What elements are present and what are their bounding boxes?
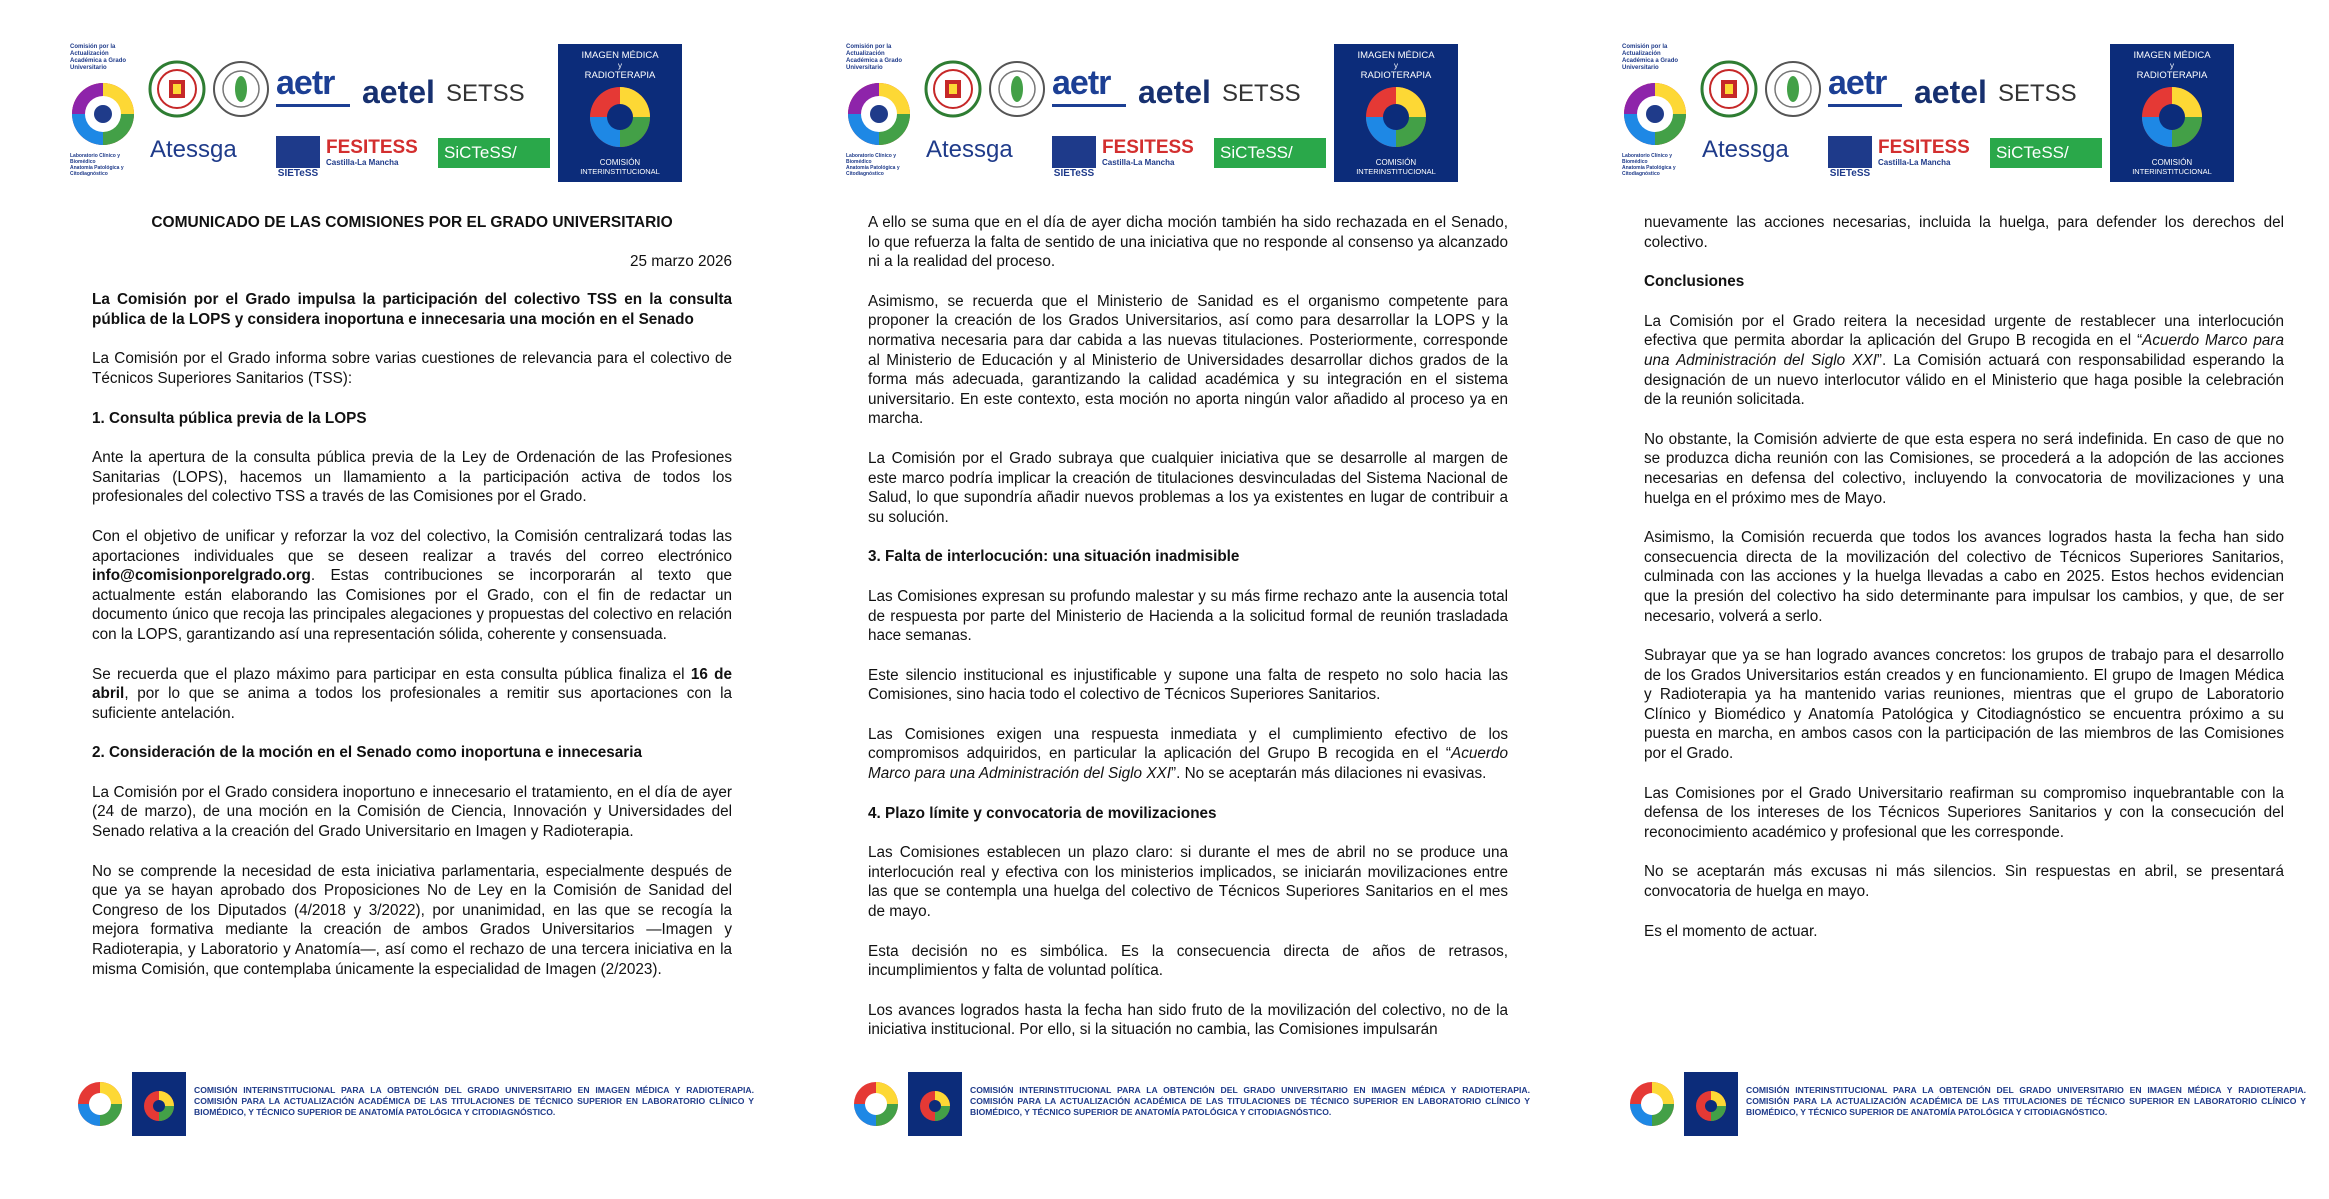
wheel-icon <box>1334 81 1458 153</box>
agreement-title: Acuerdo Marco para una Administración del Siglo XXI <box>868 745 1508 783</box>
sictess-wordmark: SiCTeSS/ <box>444 143 517 162</box>
logo-caption: y <box>2170 61 2174 70</box>
logo-caption: COMISIÓN <box>2151 158 2193 167</box>
footer-rainbow-logo-icon <box>74 1072 126 1136</box>
fesitess-subtitle: Castilla-La Mancha <box>1878 158 1951 167</box>
footer-imagen-logo <box>908 1072 962 1136</box>
footer-wheel-icon <box>908 1072 962 1136</box>
paragraph: A ello se suma que en el día de ayer dicha moción también ha sido rechazada en el Senado, lo que refuerza la falta de sentido de una iniciativa que no responde al consenso ya alcanzado ni a la realidad del proceso. <box>868 214 1508 271</box>
logo-caption: Académica a Grado Universitario <box>1622 58 1679 71</box>
logo-caption: Laboratorio Clínico y Biomédico <box>846 153 897 165</box>
aetel-logo: aetel <box>1138 74 1211 110</box>
page-3 <box>1552 0 2328 1199</box>
setss-logo: SETSS <box>446 80 525 107</box>
logo-caption: Comisión por la Actualización <box>1622 44 1668 57</box>
setss-logo: SETSS <box>1998 80 2077 107</box>
fesitess-logo <box>1102 138 1212 167</box>
logo-caption: RADIOTERAPIA <box>584 70 656 81</box>
email-link[interactable]: info@comisionporelgrado.org <box>92 567 311 585</box>
section-heading: Conclusiones <box>1644 273 1745 291</box>
logo-caption: IMAGEN MÉDICA <box>581 50 659 61</box>
aetr-wordmark: aetr <box>276 64 335 102</box>
page-2-body <box>868 213 1508 1060</box>
sietess-logo <box>1052 136 1096 186</box>
footer <box>850 1070 1530 1140</box>
text-span: ”. No se aceptarán más dilaciones ni evasivas. <box>1170 765 1487 783</box>
deadline-date: 16 de abril <box>92 665 732 703</box>
sietess-logo <box>276 136 320 186</box>
paragraph: Subrayar que ya se han logrado avances concretos: los grupos de trabajo para el desarrollo de los Grados Universitarios están creados y en funcionamiento. El grupo de Imagen Médica y Radioterapia ya ha mantenido varias reuniones, mientras que el grupo de Laboratorio Clínico y Biomédico y Anatomía Patológica y Citodiagnóstico se encuentra próximo a su puesta en marcha, en ambos casos con la participación de las miembros de las Comisiones por el Grado. <box>1644 647 2284 763</box>
paragraph <box>868 725 1508 784</box>
fesitess-logo <box>1878 138 1988 167</box>
logo-caption: Comisión por la Actualización <box>846 44 892 57</box>
university-seal-icon <box>148 58 206 120</box>
paragraph: Este silencio institucional es injustificable y supone una falta de respeto no solo hacia las Comisiones, sino hacia todo el colectivo de Técnicos Superiores Sanitarios. <box>868 666 1508 704</box>
setss-logo: SETSS <box>1222 80 1301 107</box>
wheel-icon <box>558 81 682 153</box>
aetr-logo <box>276 66 352 107</box>
logo-caption: COMISIÓN <box>599 158 641 167</box>
text-span: , por lo que se anima a todos los profesionales a remitir sus aportaciones con la suficiente antelación. <box>92 685 732 722</box>
imagen-medica-radioterapia-logo <box>558 44 682 182</box>
section-heading: 3. Falta de interlocución: una situación inadmisible <box>868 548 1240 566</box>
document-date: 25 marzo 2026 <box>629 252 732 270</box>
page-1-body <box>92 213 732 999</box>
logo-caption: Académica a Grado Universitario <box>846 58 903 71</box>
logo-caption: RADIOTERAPIA <box>1360 70 1432 81</box>
logo-caption: y <box>618 61 622 70</box>
document-title: COMUNICADO DE LAS COMISIONES POR EL GRADO UNIVERSITARIO <box>151 214 673 231</box>
logo-caption: INTERINSTITUCIONAL <box>1356 167 1436 176</box>
atessga-logo: Atessga <box>926 136 1013 163</box>
aetel-logo: aetel <box>1914 74 1987 110</box>
logo-caption: RADIOTERAPIA <box>2136 70 2208 81</box>
aetr-logo <box>1828 66 1904 107</box>
paragraph: Es el momento de actuar. <box>1644 922 1818 940</box>
paragraph <box>92 665 732 724</box>
paragraph: La Comisión por el Grado subraya que cualquier iniciativa que se desarrolle al margen de este marco podría implicar la creación de titulaciones desvinculadas del Sistema Nacional de Salud, lo que supondría añadir nuevos problemas a los ya existentes en lugar de contribuir a su solución. <box>868 449 1508 526</box>
page-3-body <box>1644 213 2284 961</box>
comision-actualizacion-logo <box>846 44 912 177</box>
paragraph: Esta decisión no es simbólica. Es la consecuencia directa de años de retrasos, incumplimientos y falta de voluntad política. <box>868 942 1508 980</box>
aetr-wordmark: aetr <box>1828 64 1887 102</box>
paragraph: Las Comisiones establecen un plazo claro: si durante el mes de abril no se produce una interlocución real y efectiva con los ministerios implicados, se iniciarán movilizaciones entre las que se contempla una huelga del colectivo de Técnicos Superiores Sanitarios en el mes de mayo. <box>868 844 1508 921</box>
lead-paragraph: La Comisión por el Grado impulsa la participación del colectivo TSS en la consulta pública de la LOPS y considera inoportuna e innecesaria una moción en el Senado <box>92 291 732 328</box>
logo-caption: Laboratorio Clínico y Biomédico <box>70 153 121 165</box>
section-heading: 1. Consulta pública previa de la LOPS <box>92 409 367 427</box>
footer-text: COMISIÓN INTERINSTITUCIONAL PARA LA OBTENCIÓN DEL GRADO UNIVERSITARIO EN IMAGEN MÉDICA Y RADIOTERAPIA. COMISIÓN PARA LA ACTUALIZACIÓN ACADÉMICA DE LAS TITULACIONES DE TÉCNICO SUPERIOR EN LABORATORIO CLÍNICO Y BIOMÉDICO, Y TÉCNICO SUPERIOR DE ANATOMÍA PATOLÓGICA Y CITODIAGNÓSTICO. <box>194 1085 754 1117</box>
logo-caption: INTERINSTITUCIONAL <box>580 167 660 176</box>
text-span: Se recuerda que el plazo máximo para participar en esta consulta pública finaliza el <box>92 665 691 683</box>
aetr-wordmark: aetr <box>1052 64 1111 102</box>
logo-caption: y <box>1394 61 1398 70</box>
atessga-logo: Atessga <box>1702 136 1789 163</box>
text-span: ”. La Comisión actuará con responsabilidad esperando la designación de un nuevo interlocutor válido en el Ministerio que haga posible la celebración de la reunión solicitada. <box>1644 351 2285 409</box>
sictess-wordmark: SiCTeSS/ <box>1996 143 2069 162</box>
section-heading: 4. Plazo límite y convocatoria de movilizaciones <box>868 804 1217 822</box>
text-span: La Comisión por el Grado reitera la necesidad urgente de restablecer una interlocución efectiva que permita abordar la aplicación del Grupo B recogida en el “ <box>1644 312 2284 350</box>
logo-caption: IMAGEN MÉDICA <box>2133 50 2211 61</box>
logo-caption: Anatomía Patológica y Citodiagnóstico <box>1622 165 1676 177</box>
logo-caption: IMAGEN MÉDICA <box>1357 50 1435 61</box>
paragraph: Los avances logrados hasta la fecha han sido fruto de la movilización del colectivo, no de la iniciativa institucional. Por ello, si la situación no cambia, las Comisiones impulsarán <box>868 1001 1508 1039</box>
sietess-wordmark: SIETeSS <box>1829 168 1871 179</box>
sietess-wordmark: SIETeSS <box>277 168 319 179</box>
paragraph: No obstante, la Comisión advierte de que esta espera no será indefinida. En caso de que no se produzca dicha reunión con las Comisiones, se procederá a la adopción de las acciones necesarias en defensa del colectivo, incluyendo la convocatoria de movilizaciones y una huelga en el próximo mes de Mayo. <box>1644 430 2284 507</box>
wheel-icon <box>2110 81 2234 153</box>
sictess-wordmark: SiCTeSS/ <box>1220 143 1293 162</box>
sietess-wordmark: SIETeSS <box>1053 168 1095 179</box>
logo-caption: Comisión por la Actualización <box>70 44 116 57</box>
footer-imagen-logo <box>132 1072 186 1136</box>
agreement-title: Acuerdo Marco para una Administración del Siglo XXI <box>1644 332 2285 369</box>
footer-imagen-logo <box>1684 1072 1738 1136</box>
fesitess-subtitle: Castilla-La Mancha <box>1102 158 1175 167</box>
logo-caption: INTERINSTITUCIONAL <box>2132 167 2212 176</box>
sictess-logo <box>1990 138 2102 168</box>
footer-rainbow-logo-icon <box>850 1072 902 1136</box>
text-span: Las Comisiones exigen una respuesta inmediata y el cumplimiento efectivo de los compromisos adquiridos, en particular la aplicación del Grupo B recogida en el “ <box>868 725 1508 763</box>
comision-actualizacion-logo <box>1622 44 1688 177</box>
footer <box>74 1070 754 1140</box>
page-2 <box>776 0 1552 1199</box>
paragraph: Las Comisiones por el Grado Universitario reafirman su compromiso inquebrantable con la defensa de los intereses de los Técnicos Superiores Sanitarios y con la consecución del reconocimiento académico y profesional que les corresponde. <box>1644 784 2284 841</box>
footer-text: COMISIÓN INTERINSTITUCIONAL PARA LA OBTENCIÓN DEL GRADO UNIVERSITARIO EN IMAGEN MÉDICA Y RADIOTERAPIA. COMISIÓN PARA LA ACTUALIZACIÓN ACADÉMICA DE LAS TITULACIONES DE TÉCNICO SUPERIOR EN LABORATORIO CLÍNICO Y BIOMÉDICO, Y TÉCNICO SUPERIOR DE ANATOMÍA PATOLÓGICA Y CITODIAGNÓSTICO. <box>1746 1085 2306 1117</box>
fesitess-wordmark: FESITESS <box>1878 137 1970 158</box>
footer-text: COMISIÓN INTERINSTITUCIONAL PARA LA OBTENCIÓN DEL GRADO UNIVERSITARIO EN IMAGEN MÉDICA Y RADIOTERAPIA. COMISIÓN PARA LA ACTUALIZACIÓN ACADÉMICA DE LAS TITULACIONES DE TÉCNICO SUPERIOR EN LABORATORIO CLÍNICO Y BIOMÉDICO, Y TÉCNICO SUPERIOR DE ANATOMÍA PATOLÓGICA Y CITODIAGNÓSTICO. <box>970 1085 1530 1117</box>
paragraph <box>92 527 732 645</box>
section-heading: 2. Consideración de la moción en el Senado como inoportuna e innecesaria <box>92 744 642 762</box>
comision-actualizacion-logo <box>70 44 136 177</box>
page-1 <box>0 0 776 1199</box>
logo-caption: Anatomía Patológica y Citodiagnóstico <box>70 165 124 177</box>
logo-caption: Académica a Grado Universitario <box>70 58 127 71</box>
logo-banner <box>70 44 746 192</box>
logo-banner <box>1622 44 2298 192</box>
logo-banner <box>846 44 1522 192</box>
paragraph: No se comprende la necesidad de esta iniciativa parlamentaria, especialmente después de que ya se hayan aprobado dos Proposiciones No de Ley en la Comisión de Sanidad del Congreso de los Diputados (4/2018 y 3/2022), por unanimidad, en las que se recogía la mejora formativa mediante la creación de ambos Grados Universitarios —Imagen y Radioterapia, y Laboratorio y Anatomía—, así como el rechazo de una tercera iniciativa en la misma Comisión, que contemplaba únicamente la especialidad de Imagen (2/2023). <box>92 862 732 978</box>
logo-caption: COMISIÓN <box>1375 158 1417 167</box>
university-seal-icon <box>924 58 982 120</box>
fesitess-logo <box>326 138 436 167</box>
sictess-logo <box>1214 138 1326 168</box>
sictess-logo <box>438 138 550 168</box>
aetel-logo: aetel <box>362 74 435 110</box>
text-span: . Estas contribuciones se incorporarán al texto que actualmente están elaborando las Comisiones por el Grado, con el fin de redactar un documento único que recoja las principales alegaciones y propuestas del colectivo en relación con la LOPS, garantizando así una representación sólida, coherente y consensuada. <box>92 567 732 643</box>
fesitess-wordmark: FESITESS <box>326 137 418 158</box>
footer-wheel-icon <box>1684 1072 1738 1136</box>
atessga-logo: Atessga <box>150 136 237 163</box>
paragraph: La Comisión por el Grado considera inoportuno e innecesario el tratamiento, en el día de ayer (24 de marzo), de una moción en la Comisión de Ciencia, Innovación y Universidades del Senado relativa a la creación del Grado Universitario en Imagen y Radioterapia. <box>92 783 732 841</box>
paragraph: Las Comisiones expresan su profundo malestar y su más firme rechazo ante la ausencia total de respuesta por parte del Ministerio de Hacienda a la solicitud formal de reunión trasladada hace semanas. <box>868 587 1508 645</box>
college-seal-icon <box>988 58 1046 120</box>
paragraph: Ante la apertura de la consulta pública previa de la Ley de Ordenación de las Profesiones Sanitarias (LOPS), hacemos un llamamiento a la participación activa de todos los profesionales del colectivo TSS a través de las Comisiones por el Grado. <box>92 449 732 506</box>
paragraph <box>1644 312 2284 410</box>
college-seal-icon <box>1764 58 1822 120</box>
fesitess-subtitle: Castilla-La Mancha <box>326 158 399 167</box>
footer <box>1626 1070 2306 1140</box>
fesitess-wordmark: FESITESS <box>1102 137 1194 158</box>
paragraph: nuevamente las acciones necesarias, incluida la huelga, para defender los derechos del colectivo. <box>1644 214 2284 251</box>
paragraph: No se aceptarán más excusas ni más silencios. Sin respuestas en abril, se presentará convocatoria de huelga en mayo. <box>1644 863 2284 901</box>
intro-paragraph: La Comisión por el Grado informa sobre varias cuestiones de relevancia para el colectivo de Técnicos Superiores Sanitarios (TSS): <box>92 350 732 387</box>
logo-caption: Laboratorio Clínico y Biomédico <box>1622 153 1673 165</box>
sietess-logo <box>1828 136 1872 186</box>
footer-wheel-icon <box>132 1072 186 1136</box>
paragraph: Asimismo, la Comisión recuerda que todos los avances logrados hasta la fecha han sido consecuencia directa de la movilización del colectivo de Técnicos Superiores Sanitarios, culminada con las acciones y la huelga llevadas a cabo en 2025. Estos hechos evidencian que la presión del colectivo ha sido determinante para impulsar los cambios, y que, de ser necesario, volverá a serlo. <box>1644 529 2284 625</box>
footer-rainbow-logo-icon <box>1626 1072 1678 1136</box>
imagen-medica-radioterapia-logo <box>2110 44 2234 182</box>
text-span: Con el objetivo de unificar y reforzar la voz del colectivo, la Comisión centralizará todas las aportaciones individuales que se deseen realizar a través del correo electrónico <box>92 527 732 565</box>
aetr-logo <box>1052 66 1128 107</box>
college-seal-icon <box>212 58 270 120</box>
logo-caption: Anatomía Patológica y Citodiagnóstico <box>846 165 900 177</box>
paragraph: Asimismo, se recuerda que el Ministerio de Sanidad es el organismo competente para proponer la creación de los Grados Universitarios, así como para desarrollar la LOPS y la normativa necesaria para dar cabida a las nuevas titulaciones. Posteriormente, corresponde al Ministerio de Educación y al Ministerio de Universidades desarrollar dichos grados de la forma más adecuada, garantizando la calidad académica y su integración en el sistema universitario. En este contexto, esta moción no aporta ningún valor añadido al proceso ya en marcha. <box>868 292 1508 428</box>
imagen-medica-radioterapia-logo <box>1334 44 1458 182</box>
university-seal-icon <box>1700 58 1758 120</box>
